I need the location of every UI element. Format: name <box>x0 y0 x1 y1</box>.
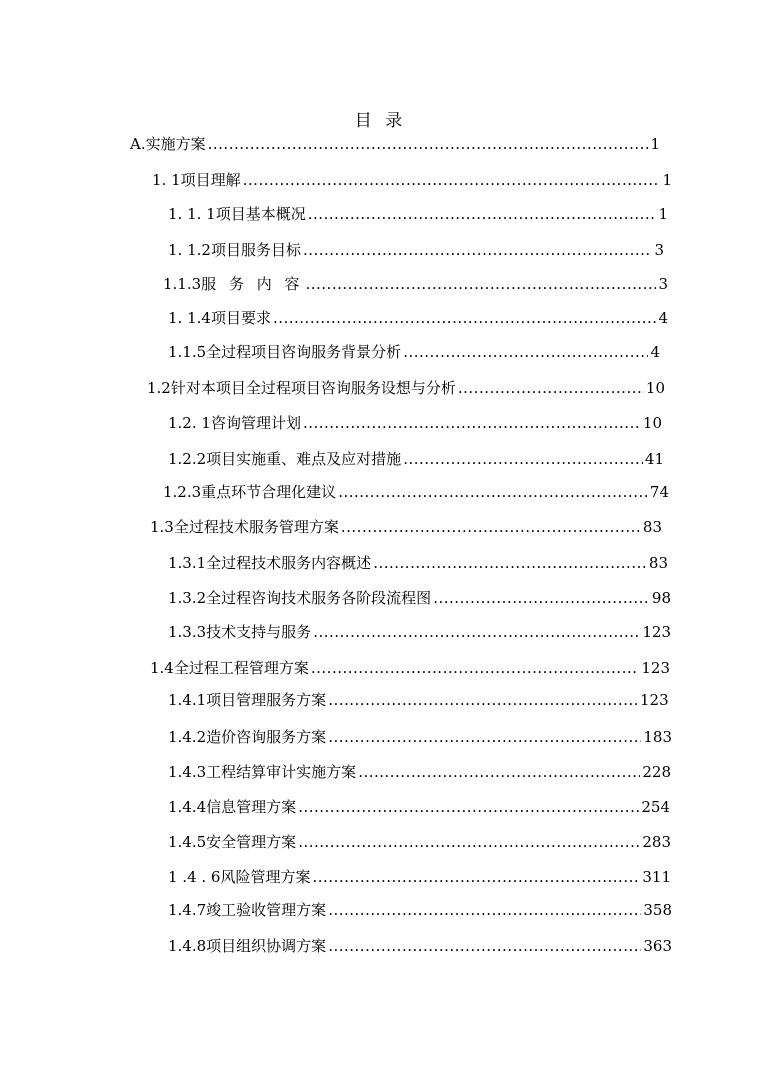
toc-leader-dots <box>328 689 638 711</box>
toc-entry-page: 83 <box>642 518 662 536</box>
toc-leader-dots <box>208 133 648 155</box>
toc-entry-label: 项目实施重、难点及应对措施 <box>206 450 402 468</box>
toc-entry-number: 1.4.7 <box>168 901 207 919</box>
toc-entry-page: 98 <box>651 589 671 607</box>
toc-entry-number: 1.3 <box>150 518 174 536</box>
toc-entry-page: 283 <box>642 833 671 851</box>
toc-entry[interactable] <box>163 481 669 503</box>
toc-entry[interactable] <box>168 621 671 643</box>
toc-entry-label: 针对本项目全过程项目咨询服务设想与分析 <box>170 379 456 397</box>
toc-entry-number: 1.4.2 <box>168 728 207 746</box>
toc-entry-label: 项目基本概况 <box>215 205 306 223</box>
toc-entry-page: 74 <box>649 483 669 501</box>
toc-entry[interactable] <box>168 307 668 329</box>
toc-entry-label: 项目服务目标 <box>210 241 301 259</box>
toc-entry-label: 实施方案 <box>145 135 206 153</box>
toc-entry-page: 363 <box>643 937 672 955</box>
toc-entry-number: A. <box>130 135 146 153</box>
toc-entry-page: 41 <box>644 450 664 468</box>
toc-entry[interactable] <box>168 899 672 921</box>
toc-leader-dots <box>358 761 640 783</box>
toc-entry-number: 1.1.5 <box>168 343 207 361</box>
toc-leader-dots <box>458 377 644 399</box>
toc-entry[interactable] <box>168 239 664 261</box>
toc-leader-dots <box>313 621 640 643</box>
toc-entry-page: 358 <box>643 901 672 919</box>
toc-entry-label: 竣工验收管理方案 <box>206 901 327 919</box>
toc-entry[interactable] <box>168 689 668 711</box>
toc-entry-number: 1. 1.4 <box>168 309 211 327</box>
toc-entry[interactable] <box>147 377 665 399</box>
toc-leader-dots <box>328 935 641 957</box>
toc-leader-dots <box>298 796 639 818</box>
toc-entry[interactable] <box>130 133 660 155</box>
toc-leader-dots <box>373 552 647 574</box>
toc-entry[interactable] <box>168 587 671 609</box>
toc-leader-dots <box>308 203 657 225</box>
toc-entry[interactable] <box>168 935 672 957</box>
toc-leader-dots <box>303 239 653 261</box>
toc-entry-number: 1. 1. 1 <box>168 205 216 223</box>
toc-entry-label: 全过程项目咨询服务背景分析 <box>206 343 402 361</box>
toc-leader-dots <box>338 481 648 503</box>
toc-entry-page: 311 <box>642 868 671 886</box>
toc-entry-page: 3 <box>658 275 668 293</box>
toc-entry-number: 1.2 <box>147 379 171 397</box>
toc-entry[interactable] <box>168 341 660 363</box>
toc-entry[interactable] <box>150 516 662 538</box>
toc-entry-number: 1.4.8 <box>168 937 207 955</box>
toc-entry-number: 1.1.3 <box>163 275 202 293</box>
toc-entry-number: 1. 1.2 <box>168 241 211 259</box>
toc-entry-label: 项目管理服务方案 <box>206 691 327 709</box>
toc-entry-label: 全过程工程管理方案 <box>173 659 309 677</box>
toc-entry-number: 1.2.3 <box>163 483 202 501</box>
toc-entry-page: 4 <box>650 343 660 361</box>
toc-entry-label: 安全管理方案 <box>206 833 297 851</box>
toc-entry-label: 风险管理方案 <box>220 868 311 886</box>
toc-entry-page: 1 <box>662 171 672 189</box>
toc-entry-number: 1.2. 1 <box>168 414 211 432</box>
toc-entry-number: 1.3.1 <box>168 554 207 572</box>
toc-entry-label: 技术支持与服务 <box>206 623 312 641</box>
toc-entry-number: 1.3.2 <box>168 589 207 607</box>
toc-entry-label: 重点环节合理化建议 <box>201 483 337 501</box>
toc-entry-page: 254 <box>641 798 670 816</box>
toc-entry-label: 造价咨询服务方案 <box>206 728 327 746</box>
toc-entry-number: 1 .4 . 6 <box>168 868 221 886</box>
toc-leader-dots <box>311 657 639 679</box>
toc-entry[interactable] <box>168 552 668 574</box>
toc-entry-page: 1 <box>658 205 668 223</box>
toc-entry[interactable] <box>168 796 670 818</box>
toc-entry-label: 项目组织协调方案 <box>206 937 327 955</box>
toc-entry[interactable] <box>152 169 672 191</box>
toc-leader-dots <box>243 169 661 191</box>
toc-leader-dots <box>303 412 641 434</box>
toc-entry-label: 项目理解 <box>180 171 241 189</box>
toc-entry-page: 10 <box>642 414 662 432</box>
toc-entry-page: 123 <box>642 623 671 641</box>
toc-entry-label: 服 务 内 容 <box>201 275 304 293</box>
toc-entry-number: 1.4.3 <box>168 763 207 781</box>
toc-entry-number: 1. 1 <box>152 171 181 189</box>
toc-leader-dots <box>341 516 641 538</box>
toc-entry-label: 全过程咨询技术服务各阶段流程图 <box>206 589 432 607</box>
toc-entry-number: 1.4.4 <box>168 798 207 816</box>
toc-leader-dots <box>328 899 641 921</box>
toc-leader-dots <box>403 341 648 363</box>
toc-entry-page: 4 <box>658 309 668 327</box>
toc-entry-label: 咨询管理计划 <box>210 414 301 432</box>
toc-entry-number: 1.2.2 <box>168 450 207 468</box>
toc-entry-label: 全过程技术服务管理方案 <box>173 518 339 536</box>
toc-entry-page: 123 <box>640 691 669 709</box>
toc-entry-number: 1.3.3 <box>168 623 207 641</box>
toc-entry[interactable] <box>168 831 671 853</box>
toc-entry-page: 1 <box>650 135 660 153</box>
toc-entry-page: 183 <box>643 728 672 746</box>
toc-entry-page: 228 <box>642 763 671 781</box>
toc-entry[interactable] <box>163 273 668 295</box>
toc-entry-label: 工程结算审计实施方案 <box>206 763 357 781</box>
toc-entry[interactable] <box>168 866 671 888</box>
toc-entry[interactable] <box>168 448 664 470</box>
toc-entry-label: 项目要求 <box>210 309 271 327</box>
toc-leader-dots <box>433 587 650 609</box>
toc-entry-label: 信息管理方案 <box>206 798 297 816</box>
toc-entry[interactable] <box>168 761 671 783</box>
toc-entry-page: 123 <box>641 659 670 677</box>
toc-entry-number: 1.4.1 <box>168 691 207 709</box>
toc-entry[interactable] <box>168 203 668 225</box>
toc-leader-dots <box>298 831 640 853</box>
toc-entry-number: 1.4 <box>150 659 174 677</box>
toc-entry[interactable] <box>168 412 662 434</box>
toc-leader-dots <box>328 726 641 748</box>
toc-entry-page: 3 <box>654 241 664 259</box>
toc-entry[interactable] <box>168 726 672 748</box>
toc-entry-page: 10 <box>645 379 665 397</box>
toc-entry-number: 1.4.5 <box>168 833 207 851</box>
toc-title: 目 录 <box>354 111 407 131</box>
toc-leader-dots <box>273 307 657 329</box>
toc-leader-dots <box>403 448 643 470</box>
toc-entry-label: 全过程技术服务内容概述 <box>206 554 372 572</box>
toc-entry[interactable] <box>150 657 670 679</box>
toc-leader-dots <box>305 273 656 295</box>
toc-entry-page: 83 <box>648 554 668 572</box>
toc-leader-dots <box>313 866 641 888</box>
